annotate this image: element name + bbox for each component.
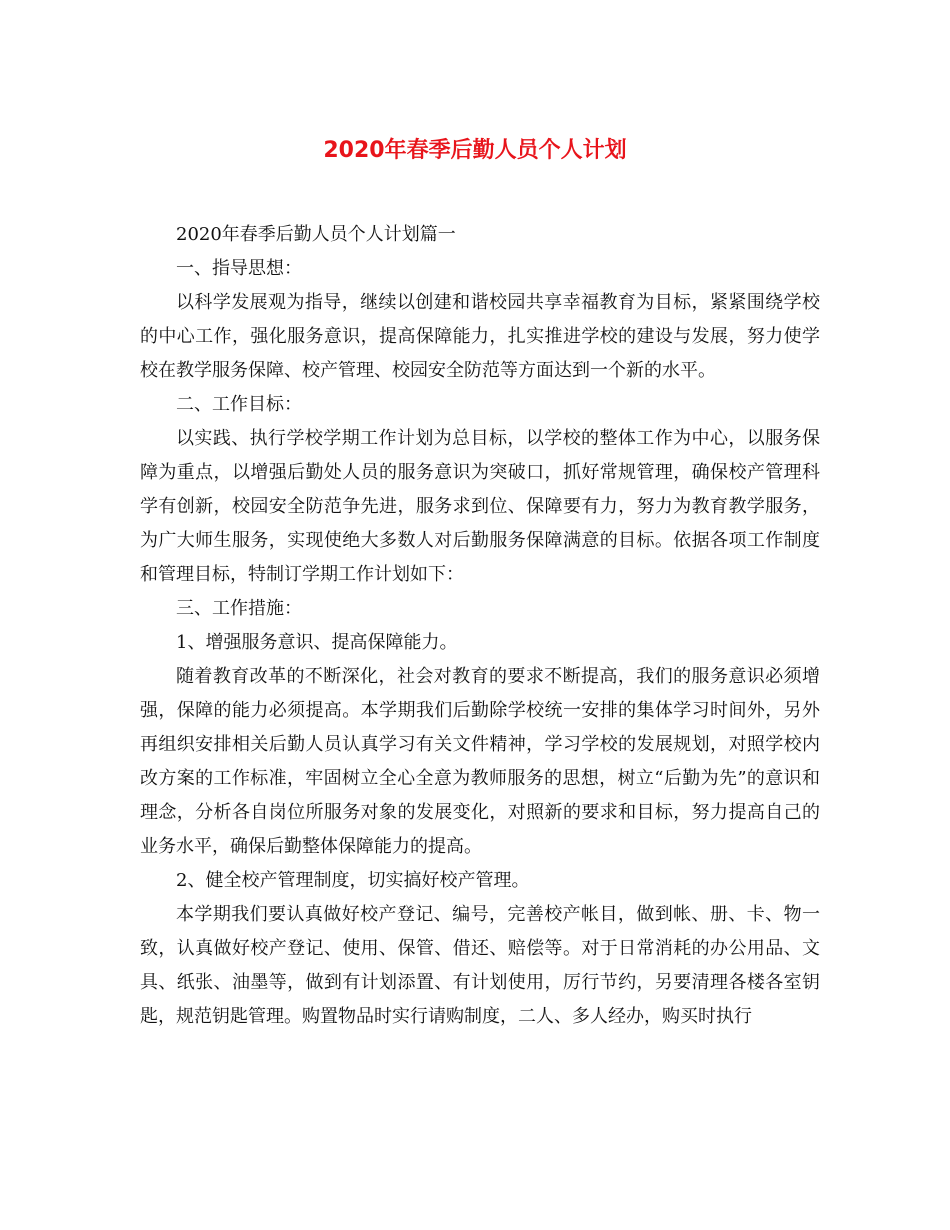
section-heading: 三、工作措施： xyxy=(176,598,302,619)
section-heading: 二、工作目标： xyxy=(176,394,302,415)
section-heading: 一、指导思想： xyxy=(176,258,302,279)
section-heading: 2020年春季后勤人员个人计划篇一 xyxy=(176,224,456,245)
paragraph: 以科学发展观为指导，继续以创建和谐校园共享幸福教育为目标，紧紧围绕学校的中心工作，强化服务意识，提高保障能力，扎实推进学校的建设与发展，努力使学校在教学服务保障、校产管理、校园安全防范等方面达到一个新的水平。 xyxy=(140,292,820,381)
section-heading: 1、增强服务意识、提高保障能力。 xyxy=(176,632,458,653)
paragraph: 随着教育改革的不断深化，社会对教育的要求不断提高，我们的服务意识必须增强，保障的能力必须提高。本学期我们后勤除学校统一安排的集体学习时间外，另外再组织安排相关后勤人员认真学习有关文件精神，学习学校的发展规划，对照学校内改方案的工作标准，牢固树立全心全意为教师服务的思想，树立“后勤为先”的意识和理念，分析各自岗位所服务对象的发展变化，对照新的要求和目标，努力提高自己的业务水平，确保后勤整体保障能力的提高。 xyxy=(140,666,820,857)
paragraph: 以实践、执行学校学期工作计划为总目标，以学校的整体工作为中心，以服务保障为重点，以增强后勤处人员的服务意识为突破口，抓好常规管理，确保校产管理科学有创新，校园安全防范争先进，服务求到位、保障要有力，努力为教育教学服务，为广大师生服务，实现使绝大多数人对后勤服务保障满意的目标。依据各项工作制度和管理目标，特制订学期工作计划如下： xyxy=(140,428,820,585)
document-body xyxy=(140,218,820,1034)
section-heading: 2、健全校产管理制度，切实搞好校产管理。 xyxy=(176,870,530,891)
document-title: 2020年春季后勤人员个人计划 xyxy=(323,138,627,163)
paragraph: 本学期我们要认真做好校产登记、编号，完善校产帐目，做到帐、册、卡、物一致，认真做好校产登记、使用、保管、借还、赔偿等。对于日常消耗的办公用品、文具、纸张、油墨等，做到有计划添置、有计划使用，厉行节约，另要清理各楼各室钥匙，规范钥匙管理。购置物品时实行请购制度，二人、多人经办，购买时执行 xyxy=(140,904,820,1027)
